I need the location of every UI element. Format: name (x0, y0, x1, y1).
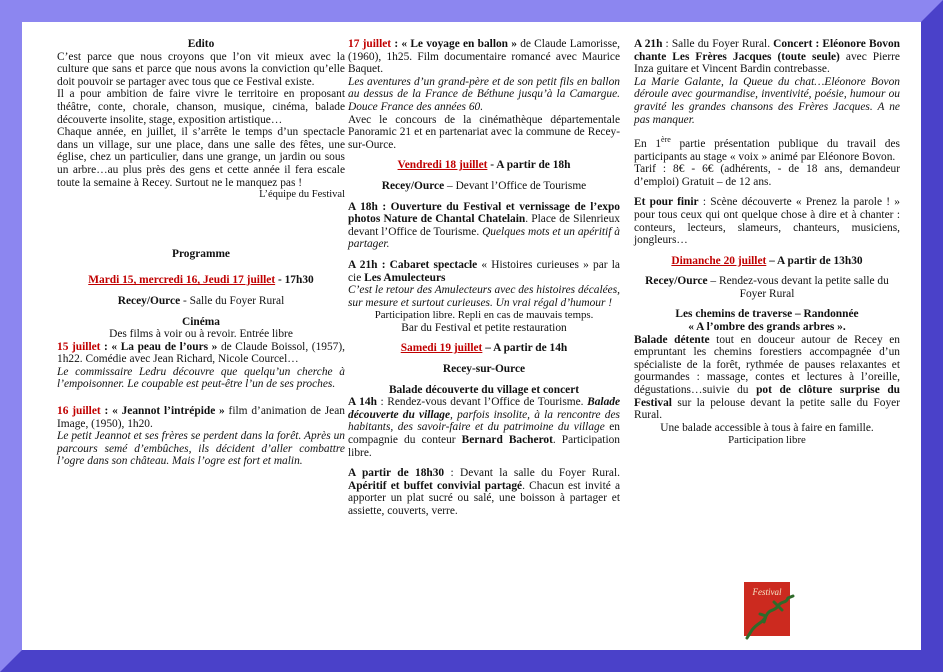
cabaret-title: A 21h : Cabaret spectacle (348, 258, 478, 271)
walk-title: Balade découverte du village et concert (388, 383, 580, 396)
film-2-date: 16 juillet (57, 405, 101, 418)
friday-heading (348, 159, 620, 172)
cinema-dates-time: - 17h30 (275, 274, 314, 287)
sunday-date: Dimanche 20 juillet (671, 254, 767, 267)
cinema-dates (57, 274, 345, 287)
sunday-place-rest: – Rendez-vous devant la petite salle du Foyer Rural (707, 275, 889, 300)
walk-italic-bold: Balade découverte du village (348, 396, 621, 421)
logo-text: Festival (752, 587, 782, 597)
cabaret-desc: « Histoires curieuses » par la cie (348, 258, 620, 284)
cabaret-summary: C’est le retour des Amulecteurs avec des histoires décalées, sur mesure et surtout curieuses. Un vrai régal d’humour ! (348, 284, 620, 309)
concert-event (634, 38, 900, 76)
sunday-time: – A partir de 13h30 (766, 254, 863, 267)
stage-pre: En 1 (634, 137, 662, 150)
saturday-time: – A partir de 14h (482, 342, 568, 355)
friday-place (348, 180, 620, 193)
festival-logo (744, 582, 796, 642)
opening-italic: Quelques mots et un apéritif à partager. (348, 225, 620, 251)
buffet-event (348, 467, 620, 517)
hike-rest-1: tout en douceur autour de Recey en empruntant les chemins forestiers accompagnée d’un spécialiste de la forêt, rythmée de pauses relaxantes et gourmandes : massage, contes et lectures à l’oreille, dégustations…suivie du (634, 333, 900, 397)
cabaret-event (348, 259, 620, 284)
cinema-place-rest: - Salle du Foyer Rural (180, 294, 285, 307)
sunday-place-name: Recey/Ource (645, 275, 708, 288)
hike-bold-2: pot de clôture surprise du Festival (634, 384, 900, 409)
buffet-title: Apéritif et buffet convivial partagé (348, 479, 523, 492)
friday-place-name: Recey/Ource (381, 179, 445, 192)
cabaret-company: Les Amulecteurs (364, 271, 446, 284)
buffet-time: A partir de 18h30 (348, 467, 445, 480)
friday-time: - A partir de 18h (487, 159, 571, 172)
cabaret-note-1: Participation libre. Repli en cas de mauvais temps. (374, 309, 594, 322)
sunday-place (634, 275, 900, 300)
finish-event (634, 196, 900, 246)
walk-rest-3: . Participation libre. (348, 434, 620, 459)
sunday-heading (634, 255, 900, 268)
saturday-place: Recey-sur-Ource (442, 363, 526, 376)
saturday-date: Samedi 19 juillet (400, 342, 483, 355)
buffet-rest-1: : Devant la salle du Foyer Rural. (444, 467, 620, 480)
film-3-desc: de Claude Lamorisse, (1960), 1h25. Film documentaire romancé avec Maurice Baquet. (348, 38, 620, 76)
film-2-desc: film d’animation de Jean Image, (1950), 1h20. (57, 405, 345, 430)
column-3 (634, 38, 900, 447)
walk-time: A 14h (348, 396, 377, 409)
hike-note-2: Participation libre (728, 434, 806, 447)
film-3-note: Avec le concours de la cinémathèque départementale Panoramic 21 et en partenariat avec la commune de Recey-sur-Ource. (348, 113, 620, 151)
cinema-subtitle: Des films à voir ou à revoir. Entrée libre (109, 328, 293, 341)
concert-time: A 21h (634, 38, 663, 50)
walk-storyteller: Bernard Bacherot (461, 434, 553, 447)
hike-note-1: Une balade accessible à tous à faire en famille. (660, 421, 874, 434)
opening-place: . Place de Silenrieux devant l’Office de Tourisme. (348, 213, 620, 238)
film-3-summary: Les aventures d’un grand-père et de son petit fils en ballon au dessus de la France de Béthune jusqu’à la Camargue. Douce France des années 60. (348, 75, 620, 113)
walk-rest-2: en compagnie du conteur (348, 421, 620, 447)
film-1 (57, 341, 345, 366)
stage-rest: partie présentation publique du travail des participants au stage « voix » animé par Eléonore Bovon. (634, 137, 900, 163)
film-1-date: 15 juillet (57, 340, 101, 353)
leaflet-page (22, 22, 921, 650)
film-1-title: : « La peau de l’ours » (100, 340, 218, 353)
film-3-date: 17 juillet (348, 38, 392, 50)
edito-signature: L’équipe du Festival (259, 189, 345, 201)
hike-title: Les chemins de traverse – Randonnée (675, 308, 859, 321)
concert-rest-1: : Salle du Foyer Rural. (662, 38, 774, 50)
film-3-title: : « Le voyage en ballon » (391, 38, 517, 50)
buffet-rest-2: . Chacun est invité a apporter un plat sucré ou salé, une boisson à partager et assiette, couverts, verre. (348, 479, 620, 517)
stage-presentation (634, 134, 900, 163)
cinema-title: Cinéma (182, 315, 220, 328)
concert-summary: La Marie Galante, la Queue du chat…Eléonore Bovon déroule avec gourmandise, inventivité, poésie, humour ou gravité les grandes chansons des Frères Jacques. A ne pas manquer. (634, 75, 900, 126)
tarif: Tarif : 8€ - 6€ (adhérents, - de 18 ans, demandeur d’emploi) Gratuit – de 12 ans. (634, 163, 900, 188)
finish-title: Et pour finir (634, 196, 699, 209)
friday-date: Vendredi 18 juillet (397, 159, 488, 172)
edito-title: Edito (187, 38, 215, 50)
film-2 (57, 405, 345, 430)
film-1-summary: Le commissaire Ledru découvre que quelqu’un cherche à l’empoisonner. Le coupable est peut-être l’un de ses proches. (57, 365, 345, 391)
finish-rest: : Scène découverte « Prenez la parole ! » pour tous ceux qui ont quelque chose à dire et à chanter : conteurs, lecteurs, slameurs, chanteurs, musiciens, jongleurs… (634, 196, 900, 247)
walk-italic: , parfois insolite, à la rencontre des habitants, des savoir-faire et du patrimoine du village (348, 408, 620, 434)
stage-sup: ère (661, 135, 671, 145)
saturday-heading (348, 342, 620, 355)
opening-event (348, 201, 620, 251)
friday-place-rest: – Devant l’Office de Tourisme (444, 179, 587, 192)
opening-title: A 18h : Ouverture du Festival et vernissage de l’expo photos Nature de Chantal Chatelain (348, 200, 620, 226)
column-2 (348, 38, 620, 518)
film-3 (348, 38, 620, 76)
hike-bold-1: Balade détente (634, 333, 710, 346)
cinema-place (57, 295, 345, 308)
walk-event (348, 396, 620, 459)
cabaret-note-2: Bar du Festival et petite restauration (401, 321, 567, 334)
concert-rest-2: avec Pierre Inza guitare et Vincent Bardin contrebasse. (634, 50, 900, 76)
hike-rest-2: sur la pelouse devant la petite salle du Foyer Rural. (634, 396, 900, 422)
film-2-summary: Le petit Jeannot et ses frères se perdent dans la forêt. Après un parcours semé d’embûches, ils décident d’aller combattre l’ogre dans son château. Mais l’ogre est fort et malin. (57, 430, 345, 468)
concert-title: Concert : Eléonore Bovon chante Les Frères Jacques (toute seule) (634, 38, 900, 63)
edito-paragraph-3: Chaque année, en juillet, il s’arrête le temps d’un spectacle dans un village, sur une place, dans une salle des fêtes, une église, chez un particulier, dans une grange, un jardin ou sous un arbre…au plus près des gens et cette année il fera escale toute la semaine à Recey. Surtout ne le manquez pas ! (57, 126, 345, 189)
hike-description (634, 334, 900, 422)
edito-paragraph-1: C’est parce que nous croyons que l’on vit mieux avec la culture que sans et parce que nous avons la conviction qu’elle doit pouvoir se partager avec tous que ce Festival existe. (57, 50, 345, 88)
edito-paragraph-2: Il a pour ambition de faire vivre le territoire en proposant théâtre, conte, chorale, chanson, musique, cinéma, balade découverte insolite, stage, exposition artistique… (57, 88, 345, 126)
hike-subtitle: « A l’ombre des grands arbres ». (688, 321, 846, 334)
film-1-desc: de Claude Boissol, (1957), 1h22. Comédie avec Jean Richard, Nicole Courcel… (57, 340, 345, 366)
column-1 (57, 38, 345, 468)
film-2-title: : « Jeannot l’intrépide » (100, 405, 225, 418)
programme-title: Programme (172, 247, 230, 260)
cinema-dates-label: Mardi 15, mercredi 16, Jeudi 17 juillet (88, 274, 276, 287)
cinema-place-name: Recey/Ource (117, 294, 181, 307)
walk-rest-1: : Rendez-vous devant l’Office de Tourisme. (376, 396, 588, 409)
